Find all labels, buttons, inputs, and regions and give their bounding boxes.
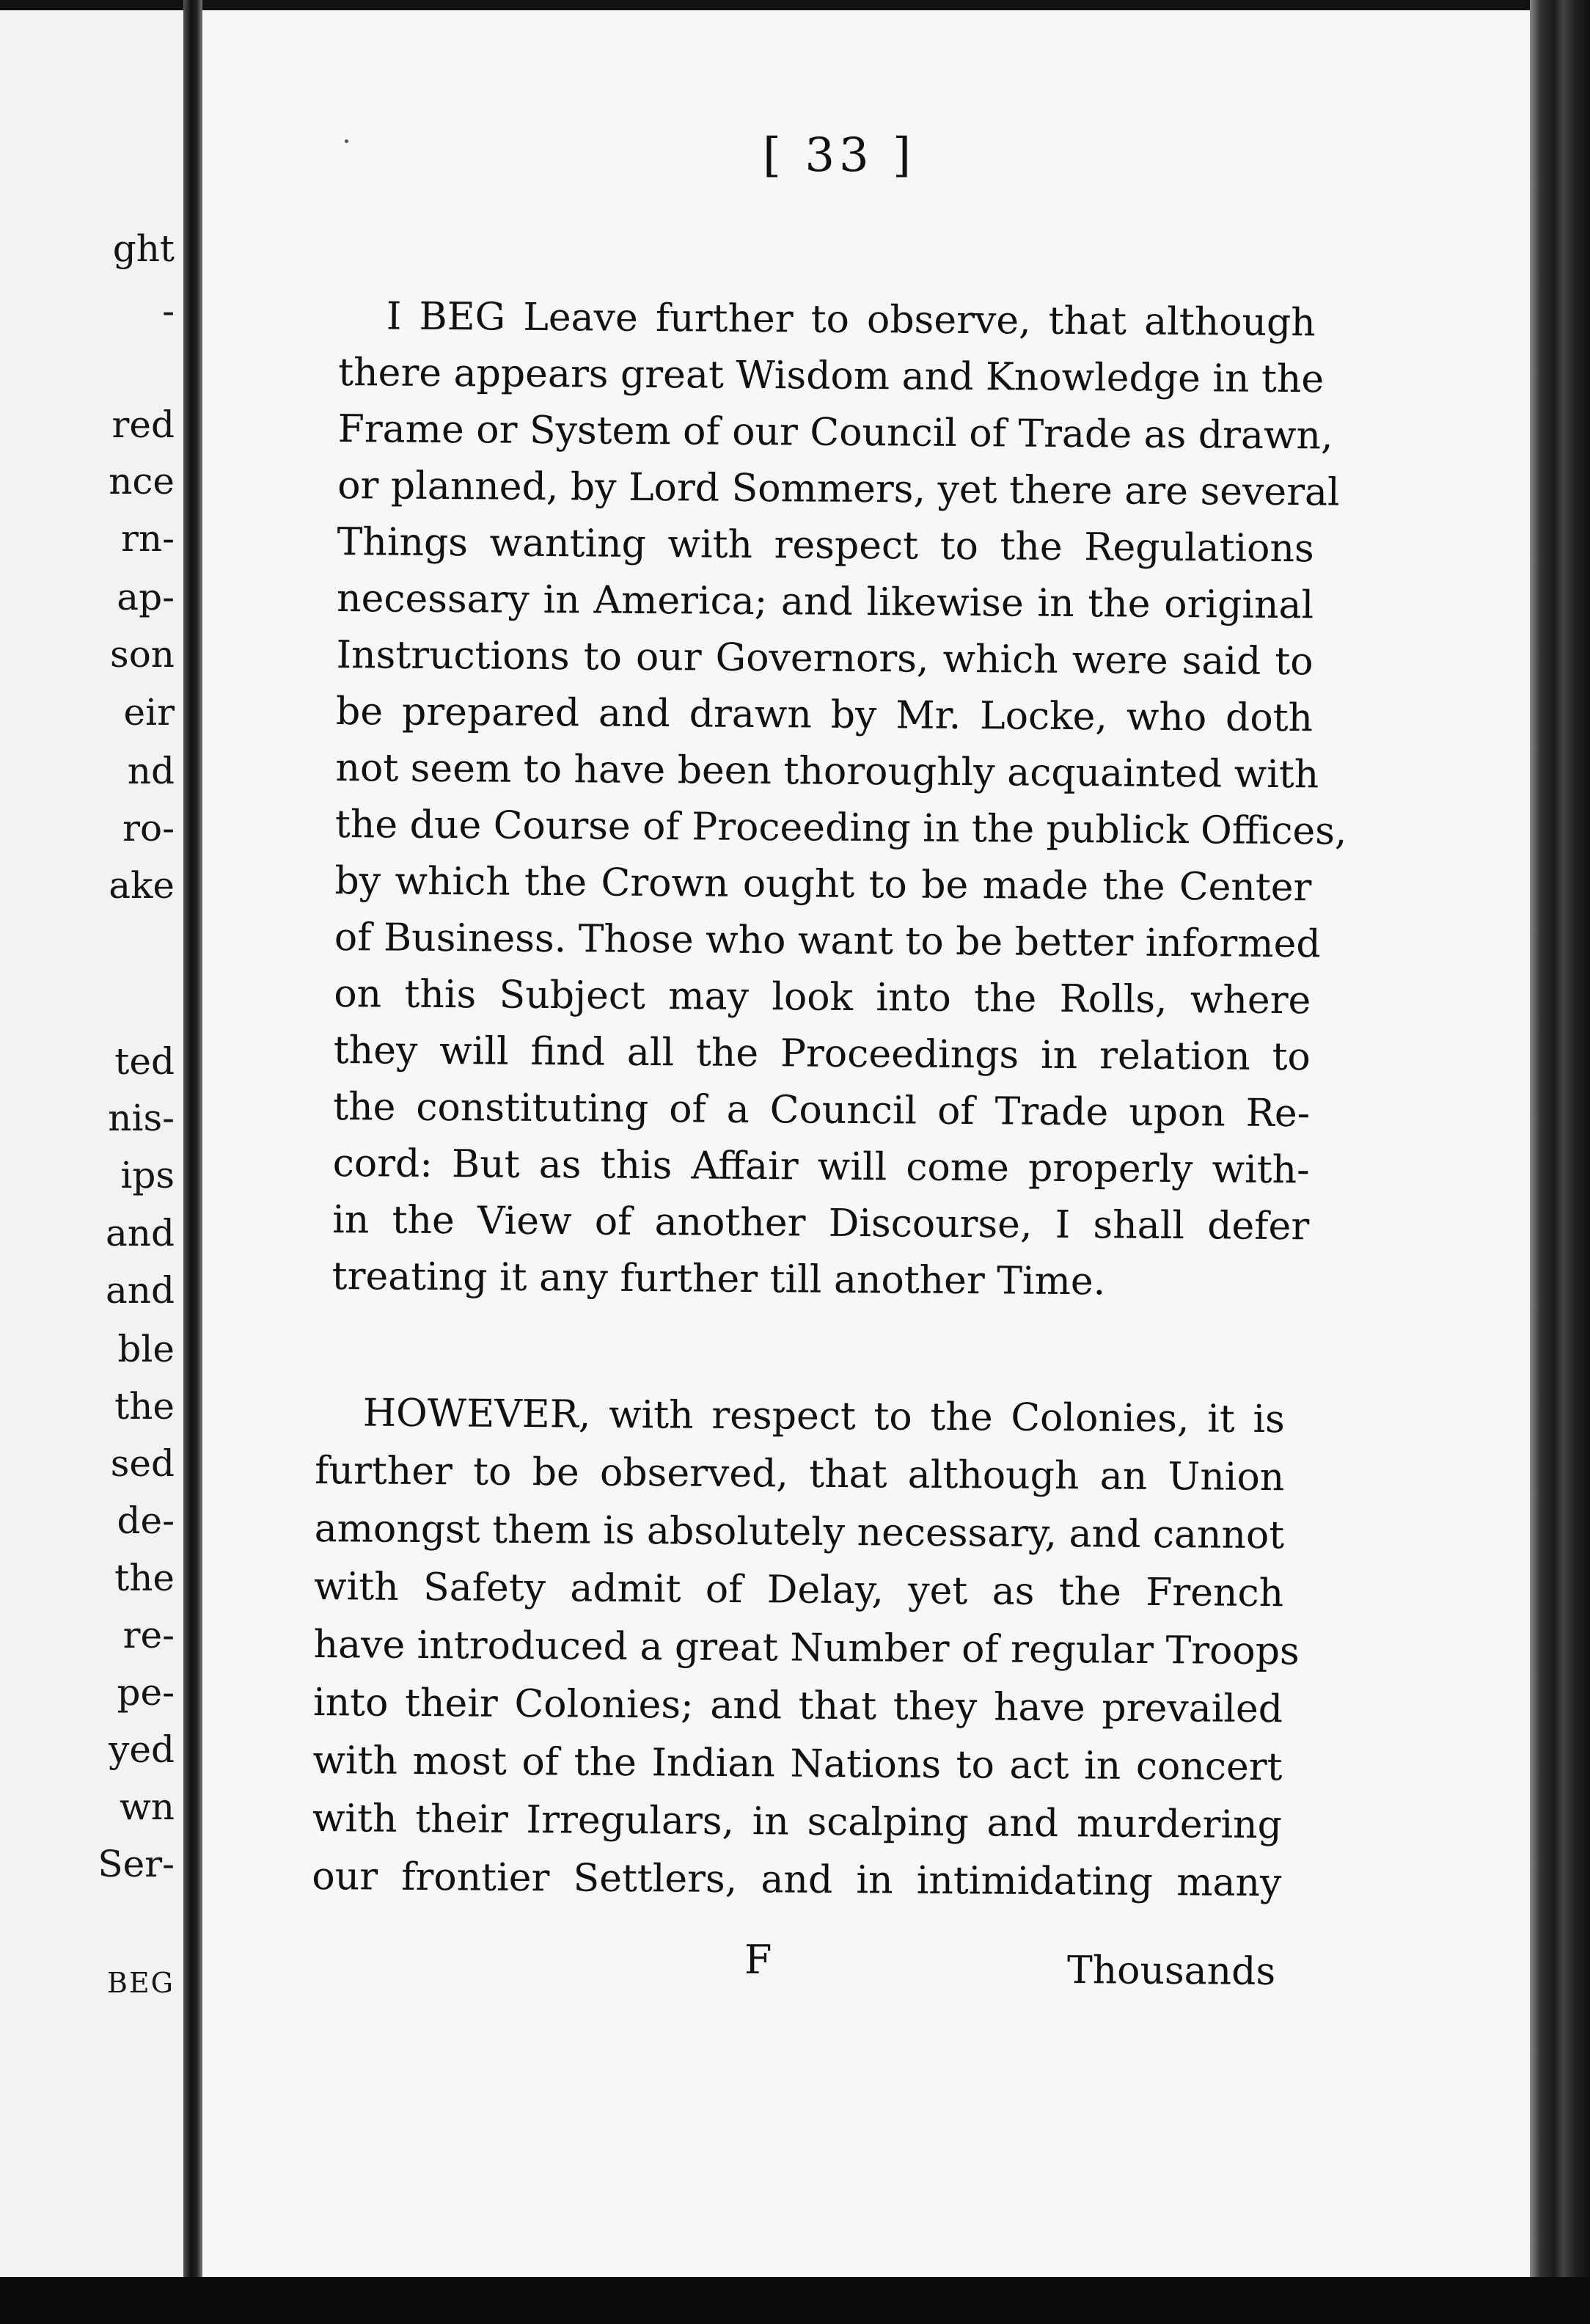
facing-page-fragment: pe- [117, 1671, 175, 1714]
facing-page-fragment: sed [110, 1442, 175, 1485]
text-line: be prepared and drawn by Mr. Locke, who doth [335, 689, 1314, 741]
facing-page-fragment: wn [120, 1786, 175, 1828]
text-line: with most of the Indian Nations to act in concert [312, 1738, 1283, 1790]
facing-page-fragment: nis- [108, 1097, 175, 1139]
text-line: with Safety admit of Delay, yet as the French [313, 1564, 1284, 1616]
ink-speck [345, 139, 348, 143]
facing-page-fragment: nd [127, 750, 175, 792]
text-line: the due Course of Proceeding in the publick Offices, [334, 802, 1347, 854]
facing-page-fragment: de- [117, 1499, 175, 1542]
text-line: in the View of another Discourse, I shall defer [332, 1197, 1310, 1249]
page-number: [ 33 ] [763, 128, 916, 183]
paragraph-1 [331, 294, 1347, 1320]
catchword: Thousands [1066, 1948, 1276, 1994]
text-line: Instructions to our Governors, which were said to [336, 632, 1314, 684]
facing-page-fragment: the [114, 1557, 175, 1599]
facing-page-fragment: Ser- [98, 1843, 175, 1885]
text-line: of Business. Those who want to be better informed [334, 915, 1321, 967]
text-line: necessary in America; and likewise in the original [336, 576, 1314, 628]
text-line: amongst them is absolutely necessary, and cannot [314, 1506, 1285, 1558]
signature-mark: F [744, 1937, 772, 1983]
facing-page-fragment: yed [109, 1728, 175, 1771]
facing-page-fragment: eir [123, 691, 175, 734]
facing-page-fragment: rn- [121, 517, 175, 560]
text-line: the constituting of a Council of Trade upon Re- [333, 1084, 1311, 1136]
scan-bottom-border [0, 2277, 1590, 2324]
text-line: treating it any further till another Time. [331, 1254, 1106, 1304]
text-line: further to be observed, that although an Union [315, 1448, 1285, 1500]
text-line: I BEG Leave further to observe, that although [386, 294, 1316, 346]
facing-page-fragment: nce [109, 460, 175, 503]
facing-page-fragment: the [114, 1385, 175, 1428]
text-line: our frontier Settlers, and in intimidating many [312, 1854, 1282, 1906]
facing-page-fragment: and [105, 1269, 175, 1312]
facing-page-fragment: ips [120, 1154, 175, 1196]
facing-page-fragment: ght [112, 227, 175, 270]
book-gutter [183, 0, 202, 2324]
facing-page-fragment: BEG [106, 1967, 175, 1999]
facing-page [0, 10, 183, 2284]
text-line: on this Subject may look into the Rolls, where [334, 971, 1311, 1023]
text-line: Things wanting with respect to the Regulations [337, 519, 1314, 571]
facing-page-fragment: re- [122, 1614, 175, 1656]
facing-page-fragment: red [111, 403, 175, 446]
facing-page-fragment: ap- [117, 576, 175, 618]
book-edge [1530, 0, 1590, 2324]
facing-page-fragment: ro- [122, 807, 175, 849]
facing-page-fragment: ted [114, 1040, 175, 1083]
scan-top-border [0, 0, 1590, 10]
text-line: Frame or System of our Council of Trade as drawn, [337, 406, 1333, 458]
text-line: they will find all the Proceedings in relation to [333, 1028, 1311, 1080]
text-line: cord: But as this Affair will come properly with- [332, 1141, 1310, 1193]
paragraph-2 [312, 1391, 1300, 1922]
text-line: by which the Crown ought to be made the Center [334, 858, 1312, 910]
text-line: or planned, by Lord Sommers, yet there are several [337, 463, 1340, 515]
text-line: with their Irregulars, in scalping and murdering [312, 1796, 1283, 1848]
facing-page-fragment: and [105, 1212, 175, 1254]
text-line: into their Colonies; and that they have prevailed [312, 1680, 1283, 1732]
text-line: have introduced a great Number of regular Troops [313, 1622, 1300, 1674]
facing-page-fragment: son [110, 633, 175, 676]
facing-page-fragment: ble [117, 1328, 175, 1370]
text-line: not seem to have been thoroughly acquainted with [335, 745, 1319, 797]
text-line: there appears great Wisdom and Knowledge in the [338, 350, 1325, 402]
text-line: HOWEVER, with respect to the Colonies, it is [362, 1391, 1285, 1442]
facing-page-fragment: - [162, 290, 175, 332]
facing-page-fragment: ake [109, 864, 175, 907]
